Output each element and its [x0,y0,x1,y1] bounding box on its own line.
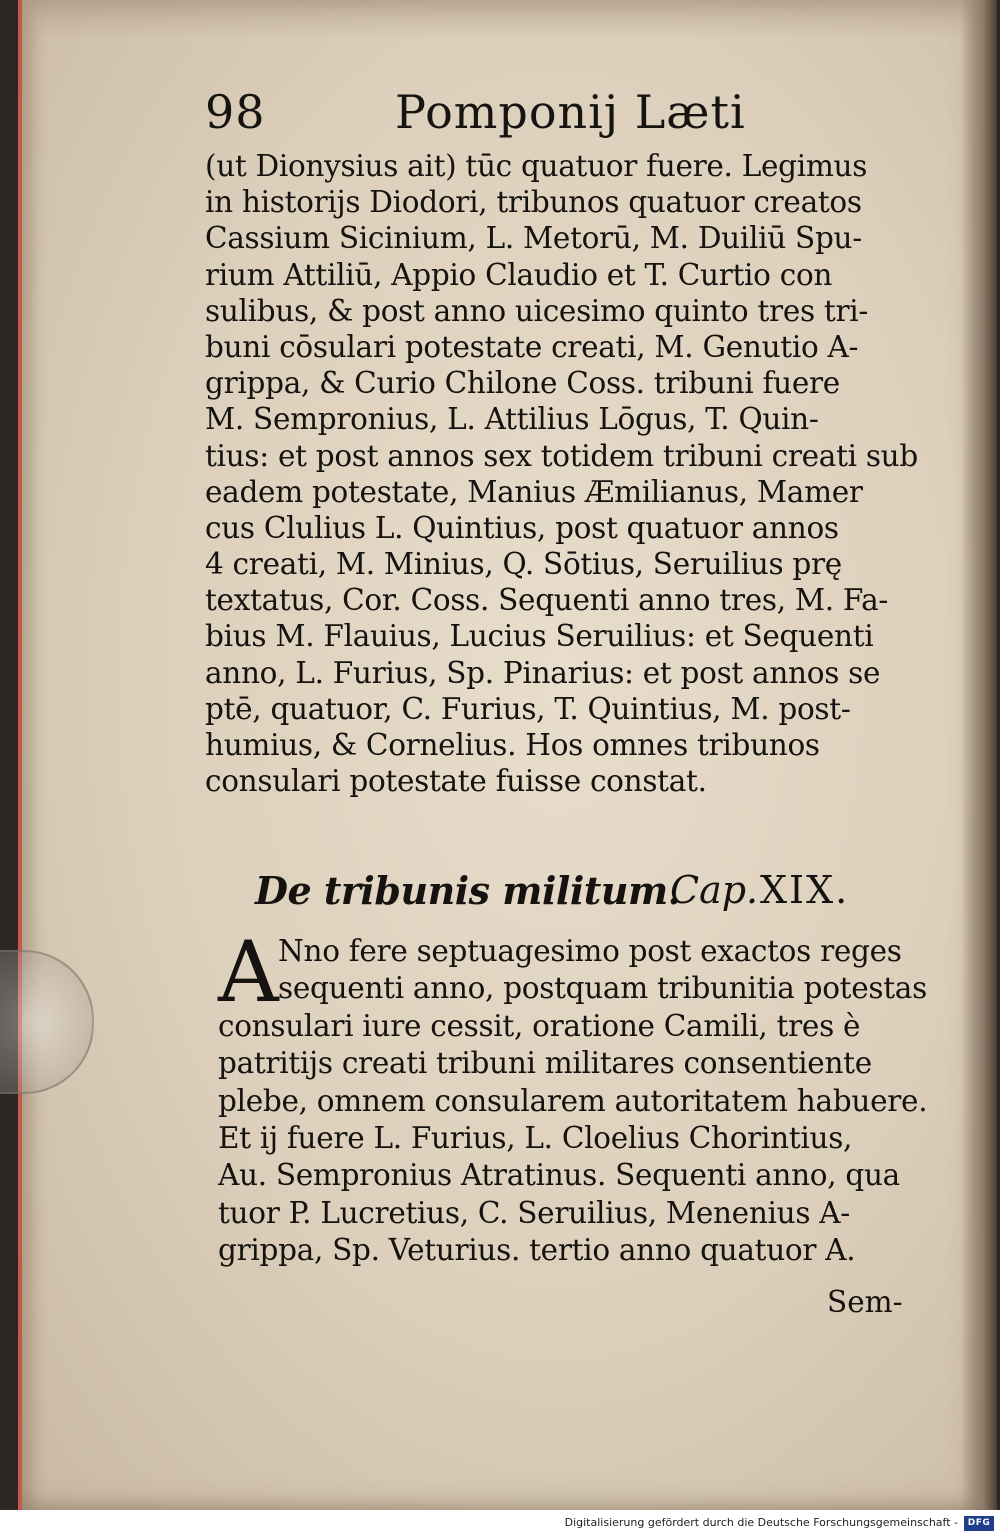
body-line: Nno fere septuagesimo post exactos reges [278,934,902,968]
text-line: rium Attiliū, Appio Claudio et T. Curtio con [205,257,833,292]
body-line: consulari iure cessit, oratione Camili, tres è [218,1008,861,1043]
text-line: textatus, Cor. Coss. Sequenti anno tres, M. Fa- [205,583,889,618]
text-line: cus Clulius L. Quintius, post quatuor annos [205,510,839,545]
text-line: buni cōsulari potestate creati, M. Genutio A- [205,329,859,364]
text-line: bius M. Flauius, Lucius Seruilius: et Sequenti [205,619,874,654]
chapter-label: Cap. [670,868,759,912]
catchword: Sem- [827,1285,903,1319]
text-line: ptē, quatuor, C. Furius, T. Quintius, M. post- [205,691,851,726]
body-line: tuor P. Lucretius, C. Seruilius, Menenius A- [218,1195,850,1230]
chapter-body [218,933,928,1270]
text-line: humius, & Cornelius. Hos omnes tribunos [205,728,820,762]
text-line: grippa, & Curio Chilone Coss. tribuni fuere [205,366,840,401]
binding-edge-shadow [961,0,997,1510]
body-line: grippa, Sp. Veturius. tertio anno quatuor A. [218,1233,856,1268]
page-header [205,85,785,145]
dfg-logo-icon: DFG [964,1516,994,1531]
chapter-heading [255,868,875,924]
footer-credit-bar [0,1510,1000,1537]
text-line: in historijs Diodori, tribunos quatuor creatos [205,185,862,220]
text-line: sulibus, & post anno uicesimo quinto tres tri- [205,293,869,328]
page-number: 98 [205,85,266,139]
running-head: Pomponij Læti [395,85,746,139]
text-line: 4 creati, M. Minius, Q. Sōtius, Seruilius prę [205,547,842,582]
chapter-numeral: XIX. [760,868,850,912]
body-line: patritijs creati tribuni militares consentiente [218,1046,872,1081]
text-line: anno, L. Furius, Sp. Pinarius: et post annos se [205,655,881,690]
leaf-top-shadow [22,0,997,40]
text-line: consulari potestate fuisse constat. [205,764,707,799]
text-line: tius: et post annos sex totidem tribuni creati sub [205,438,918,473]
drop-cap: A [218,923,279,1021]
text-line: (ut Dionysius ait) tūc quatuor fuere. Legimus [205,149,868,183]
credit-text: Digitalisierung gefördert durch die Deutsche Forschungsgemeinschaft - [564,1516,958,1529]
chapter-title: De tribunis militum. [255,868,681,913]
body-line: sequenti anno, postquam tribunitia potestas [278,971,927,1006]
text-line: M. Sempronius, L. Attilius Lōgus, T. Quin- [205,402,819,437]
top-paragraph [205,148,918,799]
text-line: Cassium Sicinium, L. Metorū, M. Duiliū Spu- [205,221,862,256]
body-line: Et ij fuere L. Furius, L. Cloelius Chorintius, [218,1120,853,1155]
body-line: Au. Sempronius Atratinus. Sequenti anno, qua [218,1158,900,1193]
body-line: plebe, omnem consularem autoritatem habuere. [218,1083,928,1118]
text-line: eadem potestate, Manius Æmilianus, Mamer [205,474,863,509]
